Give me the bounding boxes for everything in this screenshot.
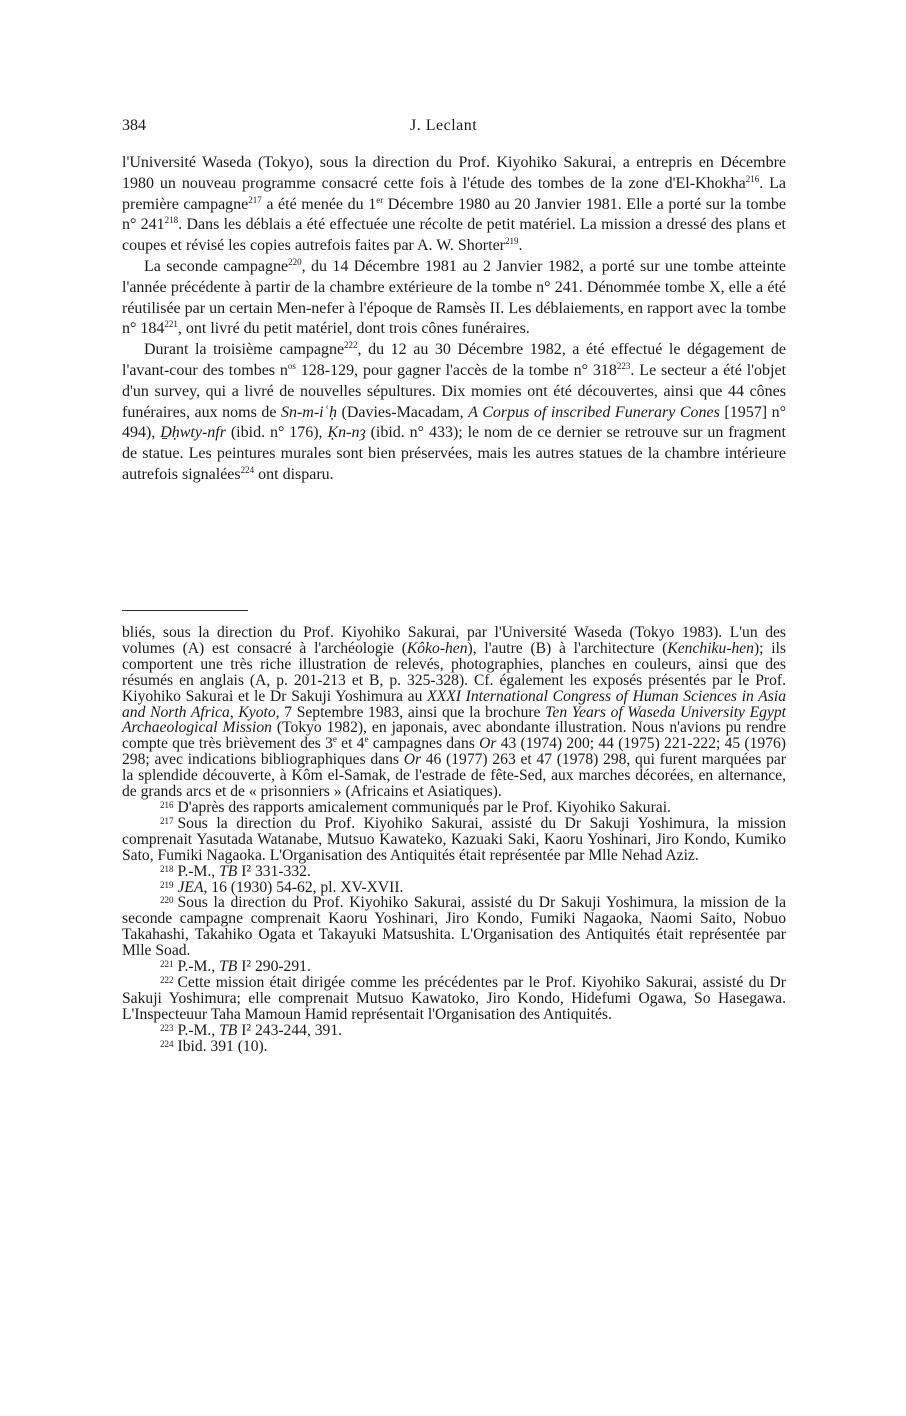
footnote-text: D'après des rapports amicalement communiqués par le Prof. Kiyohiko Sakurai.: [177, 798, 671, 816]
text-run: Décembre 1980 au 20 Janvier 1981. Elle a porté sur la tombe n° 241: [122, 195, 787, 234]
paragraph-2: [122, 257, 786, 340]
footnote-number: 221: [160, 959, 174, 970]
text-run: , ont livré du petit matériel, dont trois cônes funéraires.: [177, 320, 530, 338]
footnote-text: Cette mission était dirigée comme les précédentes par le Prof. Kiyohiko Sakurai, assisté du Dr Sakuji Yoshimura; elle comprenait Mutsuo Kawatoko, Jiro Kondo, Hidefumi Ogawa, So Hasegawa. L'Inspecteuur Taha Mamoun Hamid représentait l'Organisation des Antiquités.: [122, 973, 786, 1023]
footnote-223: [122, 1023, 786, 1039]
text-run: La seconde campagne: [144, 257, 289, 275]
italic-run: Ten Years of Waseda University Egypt Archaeological Mission: [122, 703, 786, 737]
italic-run: Kenchiku-hen: [667, 639, 754, 657]
text-run: a été menée du 1: [261, 195, 377, 213]
text-run: ); ils comportent une très riche illustration de relevés, photographies, planches en couleurs, ainsi que des résumés en anglais (A, p. 201-213 et B, p. 325-328). Cf. également les exposés présentés par le Prof. Kiyohiko Sakurai et le Dr Sakuji Yoshimura au: [122, 639, 786, 705]
footnotes: [122, 625, 786, 1054]
text-run: , 7 Septembre 1983, ainsi que la brochure: [275, 703, 546, 721]
text-run: l'Université Waseda (Tokyo), sous la direction du Prof. Kiyohiko Sakurai, a entrepris en Décembre 1980 un nouveau programme consacré cette fois à l'étude des tombes de la zone d'El-Khokha: [122, 154, 786, 192]
footnote-text: I² 290-291.: [237, 958, 311, 976]
text-run: [1957] n° 494),: [122, 403, 786, 442]
footnote-220: [122, 895, 786, 959]
footnote-text: P.-M.,: [177, 1021, 220, 1039]
footnote-221: [122, 959, 786, 975]
footnote-text: P.-M.,: [177, 862, 220, 880]
running-head-author: J. Leclant: [410, 117, 478, 134]
text-run: 43 (1974) 200; 44 (1975) 221-222; 45 (1976) 298; avec indications bibliographiques dans: [122, 735, 786, 769]
running-header: [122, 117, 786, 139]
footnote-number: 222: [160, 974, 174, 985]
footnote-ref: 216: [745, 173, 760, 184]
footnote-216: [122, 800, 786, 816]
text-run: 46 (1977) 263 et 47 (1978) 298, qui furent marquées par la splendide découverte, à Kôm el-Samak, de l'estrade de fête-Sed, aux marches décorées, en alternance, de grands arcs et de « prisonniers » (Africains et Asiatiques).: [122, 751, 786, 801]
footnote-text: P.-M.,: [177, 958, 220, 976]
text-run: (ibid. n° 433); le nom de ce dernier se retrouve sur un fragment de statue. Les peintures murales sont bien préservées, mais les autres statues de la chambre intérieure autrefois signalées: [122, 424, 786, 483]
page-number: 384: [122, 117, 146, 134]
footnote-text: I² 243-244, 391.: [237, 1021, 343, 1039]
italic-name: Ḳn-nȝ: [327, 424, 366, 442]
footnote-number: 216: [160, 799, 174, 810]
italic-title: A Corpus of inscribed Funerary Cones: [468, 403, 720, 421]
text-run: ont disparu.: [254, 465, 334, 483]
footnote-218: [122, 864, 786, 880]
footnote-separator: [122, 610, 248, 611]
footnote-ref: 224: [240, 464, 255, 475]
text-run: . Dans les déblais a été effectuée une récolte de petit matériel. La mission a dressé des plans et coupes et révisé les copies autrefois faites par A. W. Shorter: [122, 216, 786, 255]
text-run: , du 14 Décembre 1981 au 2 Janvier 1982, a porté sur une tombe atteinte l'année précédente à partir de la chambre extérieure de la tombe n° 241. Dénommée tombe X, elle a été réutilisée par un certain Men-nefer à l'époque de Ramsès II. Les déblaiements, en rapport avec la tombe n° 184: [122, 257, 787, 338]
italic-run: Kôko-hen: [406, 639, 468, 657]
footnote-222: [122, 975, 786, 1023]
ordinal-sup: er: [376, 194, 384, 205]
footnote-text: Sous la direction du Prof. Kiyohiko Sakurai, assisté du Dr Sakuji Yoshimura, la mission de la seconde campagne comprenait Kaoru Yoshinari, Jiro Kondo, Fumiki Nagaoka, Naomi Saito, Nobuo Takahashi, Takahiko Ogata et Takayuki Matsushita. L'Organisation des Antiquités était représentée par Mlle Soad.: [122, 894, 786, 960]
text-run: .: [518, 237, 523, 255]
footnote-number: 218: [160, 863, 174, 874]
footnote-number: 223: [160, 1022, 174, 1033]
footnote-ref: 219: [505, 236, 519, 247]
text-run: campagnes dans: [368, 735, 480, 753]
italic-run: Or: [479, 735, 497, 753]
italic-run: JEA: [177, 878, 204, 896]
footnote-ref: 218: [164, 215, 179, 226]
ordinal-sup: e: [332, 734, 337, 745]
footnote-continuation: [122, 625, 786, 800]
footnote-text: , 16 (1930) 54-62, pl. XV-XVII.: [203, 878, 404, 896]
text-run: ), l'autre (B) à l'architecture (: [467, 639, 668, 657]
footnote-number: 217: [160, 815, 174, 826]
footnote-ref: 217: [248, 194, 262, 205]
footnote-219: [122, 880, 786, 896]
italic-name: Sn-m-iʿḥ: [280, 403, 337, 421]
italic-run: XXXI International Congress of Human Sciences in Asia and North Africa, Kyoto: [122, 687, 787, 721]
italic-run: TB: [219, 958, 238, 976]
italic-run: TB: [219, 1021, 238, 1039]
italic-name: Ḏḥwty-nfr: [160, 424, 226, 442]
text-run: . La première campagne: [122, 174, 787, 213]
footnote-ref: 222: [344, 340, 358, 351]
footnote-text: Ibid. 391 (10).: [177, 1037, 268, 1055]
text-run: (ibid. n° 176),: [225, 424, 328, 442]
footnote-ref: 221: [164, 319, 178, 330]
footnote-217: [122, 816, 786, 864]
footnote-number: 224: [160, 1038, 174, 1049]
text-run: . Le secteur a été l'objet d'un survey, qui a livré de nouvelles sépultures. Dix momies ont été découvertes, ainsi que 44 cônes funéraires, aux noms de: [122, 361, 787, 421]
footnote-ref: 223: [616, 360, 631, 371]
italic-run: TB: [219, 862, 238, 880]
text-run: (Davies-Macadam,: [336, 403, 469, 421]
main-text: [122, 153, 786, 486]
footnote-224: [122, 1039, 786, 1055]
footnote-text: I² 331-332.: [237, 862, 311, 880]
footnote-number: 219: [160, 879, 174, 890]
plural-sup: os: [287, 360, 296, 371]
text-run: et 4: [336, 735, 365, 753]
text-run: bliés, sous la direction du Prof. Kiyohiko Sakurai, par l'Université Waseda (Tokyo 1983). L'un des volumes (A) est consacré à l'archéologie (: [122, 624, 786, 657]
text-run: 128-129, pour gagner l'accès de la tombe n° 318: [295, 361, 617, 379]
ordinal-sup: e: [364, 734, 369, 745]
text-run: , du 12 au 30 Décembre 1982, a été effectué le dégagement de l'avant-cour des tombes n: [122, 341, 786, 379]
italic-run: Or: [403, 751, 422, 769]
paragraph-3: [122, 340, 786, 486]
footnote-text: Sous la direction du Prof. Kiyohiko Sakurai, assisté du Dr Sakuji Yoshimura, la mission comprenait Yasutada Watanabe, Mutsuo Kawateko, Kazuaki Saki, Kaoru Yoshinari, Jiro Kondo, Kumiko Sato, Fumiki Nagaoka. L'Organisation des Antiquités était représentée par Mlle Nehad Aziz.: [122, 814, 786, 864]
text-run: (Tokyo 1982), en japonais, avec abondante illustration. Nous n'avions pu rendre compte que très brièvement des 3: [122, 719, 787, 753]
text-run: Durant la troisième campagne: [144, 341, 345, 359]
paragraph-1: [122, 153, 786, 257]
footnote-number: 220: [160, 895, 174, 906]
footnote-ref: 220: [288, 256, 302, 267]
